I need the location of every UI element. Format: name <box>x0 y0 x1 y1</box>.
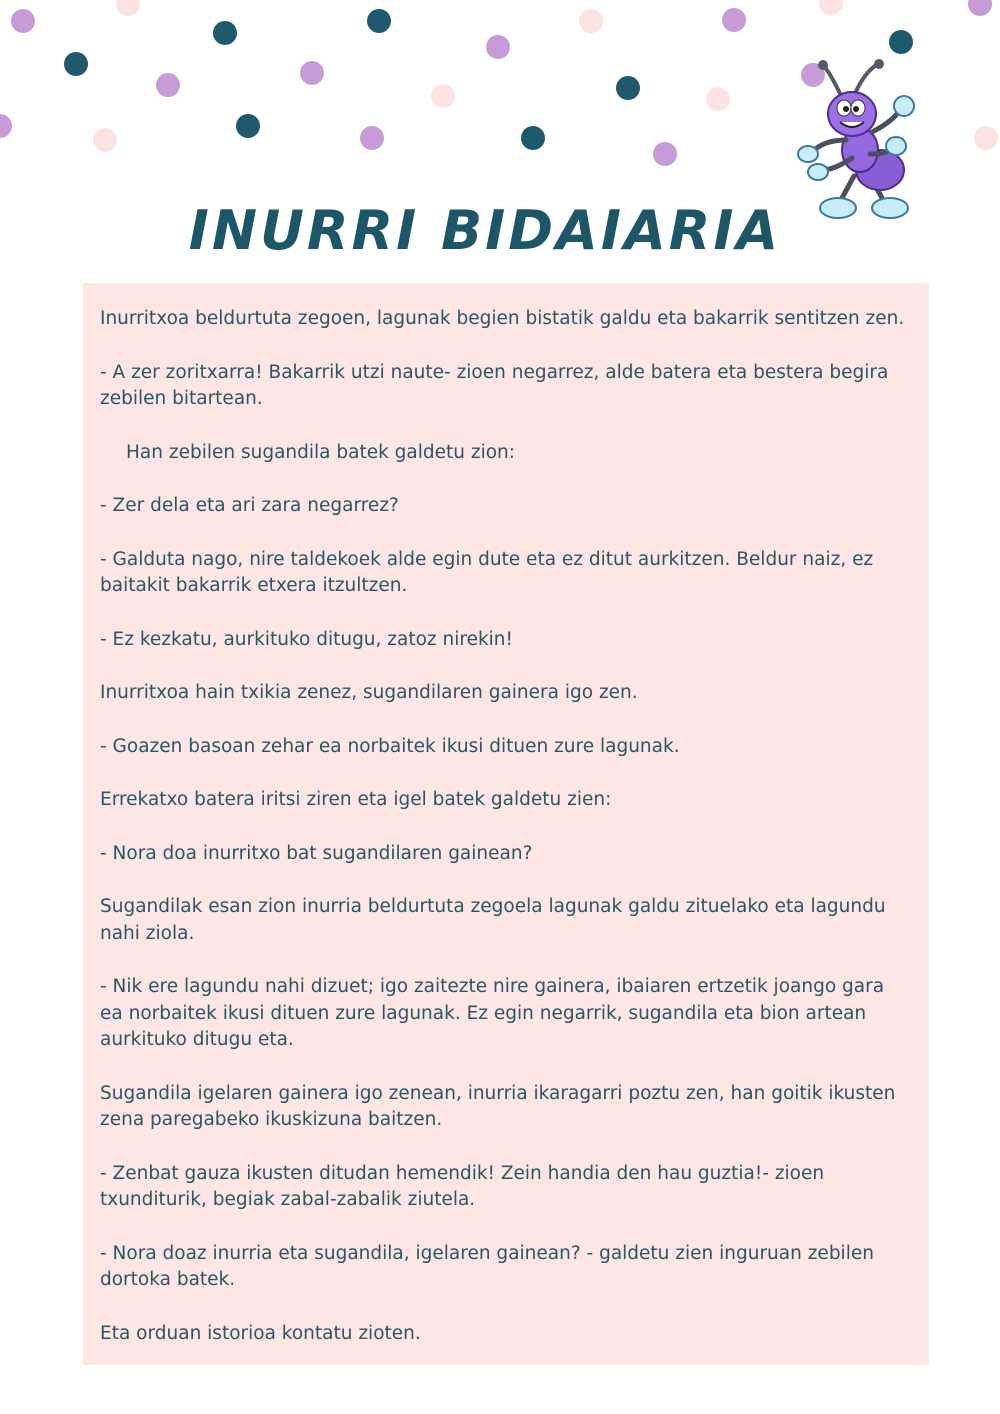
story-text-box <box>83 283 929 1365</box>
decor-dot <box>653 142 677 166</box>
decor-dot <box>706 87 730 111</box>
story-paragraph: - Goazen basoan zehar ea norbaitek ikusi dituen zure lagunak. <box>100 735 680 757</box>
story-paragraph: - A zer zoritxarra! Bakarrik utzi naute- zioen negarrez, alde batera eta bestera begira zebilen bitartean. <box>100 361 889 409</box>
story-paragraph: - Nik ere lagundu nahi dizuet; igo zaitezte nire gainera, ibaiaren ertzetik joango gara ea norbaitek ikusi dituen zure lagunak. Ez egin negarrik, sugandila eta bion artean aurkituko ditugu eta. <box>100 976 885 1050</box>
story-paragraph: Sugandila igelaren gainera igo zenean, inurria ikaragarri poztu zen, han goitik ikusten zena paregabeko ikuskizuna baitzen. <box>100 1082 896 1130</box>
story-paragraph: - Zenbat gauza ikusten ditudan hemendik! Zein handia den hau guztia!- zioen txunditurik, begiak zabal-zabalik ziutela. <box>100 1162 825 1210</box>
story-paragraph: Eta orduan istorioa kontatu zioten. <box>100 1322 421 1344</box>
story-paragraph: Han zebilen sugandila batek galdetu zion: <box>126 441 516 463</box>
decor-dot <box>360 126 384 150</box>
decor-dot <box>974 126 998 150</box>
story-paragraph: - Ez kezkatu, aurkituko ditugu, zatoz nirekin! <box>100 628 513 650</box>
decor-dot <box>116 0 140 16</box>
decor-dot <box>64 52 88 76</box>
story-paragraph: Inurritxoa hain txikia zenez, sugandilaren gainera igo zen. <box>100 682 638 703</box>
decor-dot <box>819 0 843 15</box>
page-title: INURRI BIDAIARIA <box>188 199 782 262</box>
story-paragraph: - Galduta nago, nire taldekoek alde egin dute eta ez ditut aurkitzen. Beldur naiz, ez baitakit bakarrik etxera itzultzen. <box>100 548 874 596</box>
decor-dot <box>300 61 324 85</box>
decor-dot <box>11 9 35 33</box>
story-paragraph: - Nora doa inurritxo bat sugandilaren gainean? <box>100 842 533 864</box>
decor-dot <box>486 35 510 59</box>
decor-dot <box>889 30 913 54</box>
decor-dot <box>93 128 117 152</box>
story-paragraph: - Zer dela eta ari zara negarrez? <box>100 495 399 516</box>
decor-dot <box>0 114 12 138</box>
decor-dot <box>213 21 237 45</box>
story-paragraph: Inurritxoa beldurtuta zegoen, lagunak begien bistatik galdu eta bakarrik sentitzen zen. <box>100 308 905 329</box>
decor-dot <box>236 114 260 138</box>
decor-dot <box>431 84 455 108</box>
decor-dot <box>521 126 545 150</box>
decor-dot <box>579 9 603 33</box>
decor-dot <box>367 9 391 33</box>
story-paragraph: Errekatxo batera iritsi ziren eta igel batek galdetu zien: <box>100 789 612 810</box>
decor-dot <box>968 0 992 16</box>
decor-dot <box>722 8 746 32</box>
decor-dot <box>616 76 640 100</box>
story-paragraph: Sugandilak esan zion inurria beldurtuta zegoela lagunak galdu zituelako eta lagundu nahi ziola. <box>100 896 886 944</box>
story-paragraph: - Nora doaz inurria eta sugandila, igelaren gainean? - galdetu zien inguruan zebilen dortoka batek. <box>100 1242 874 1290</box>
decor-dot <box>156 73 180 97</box>
